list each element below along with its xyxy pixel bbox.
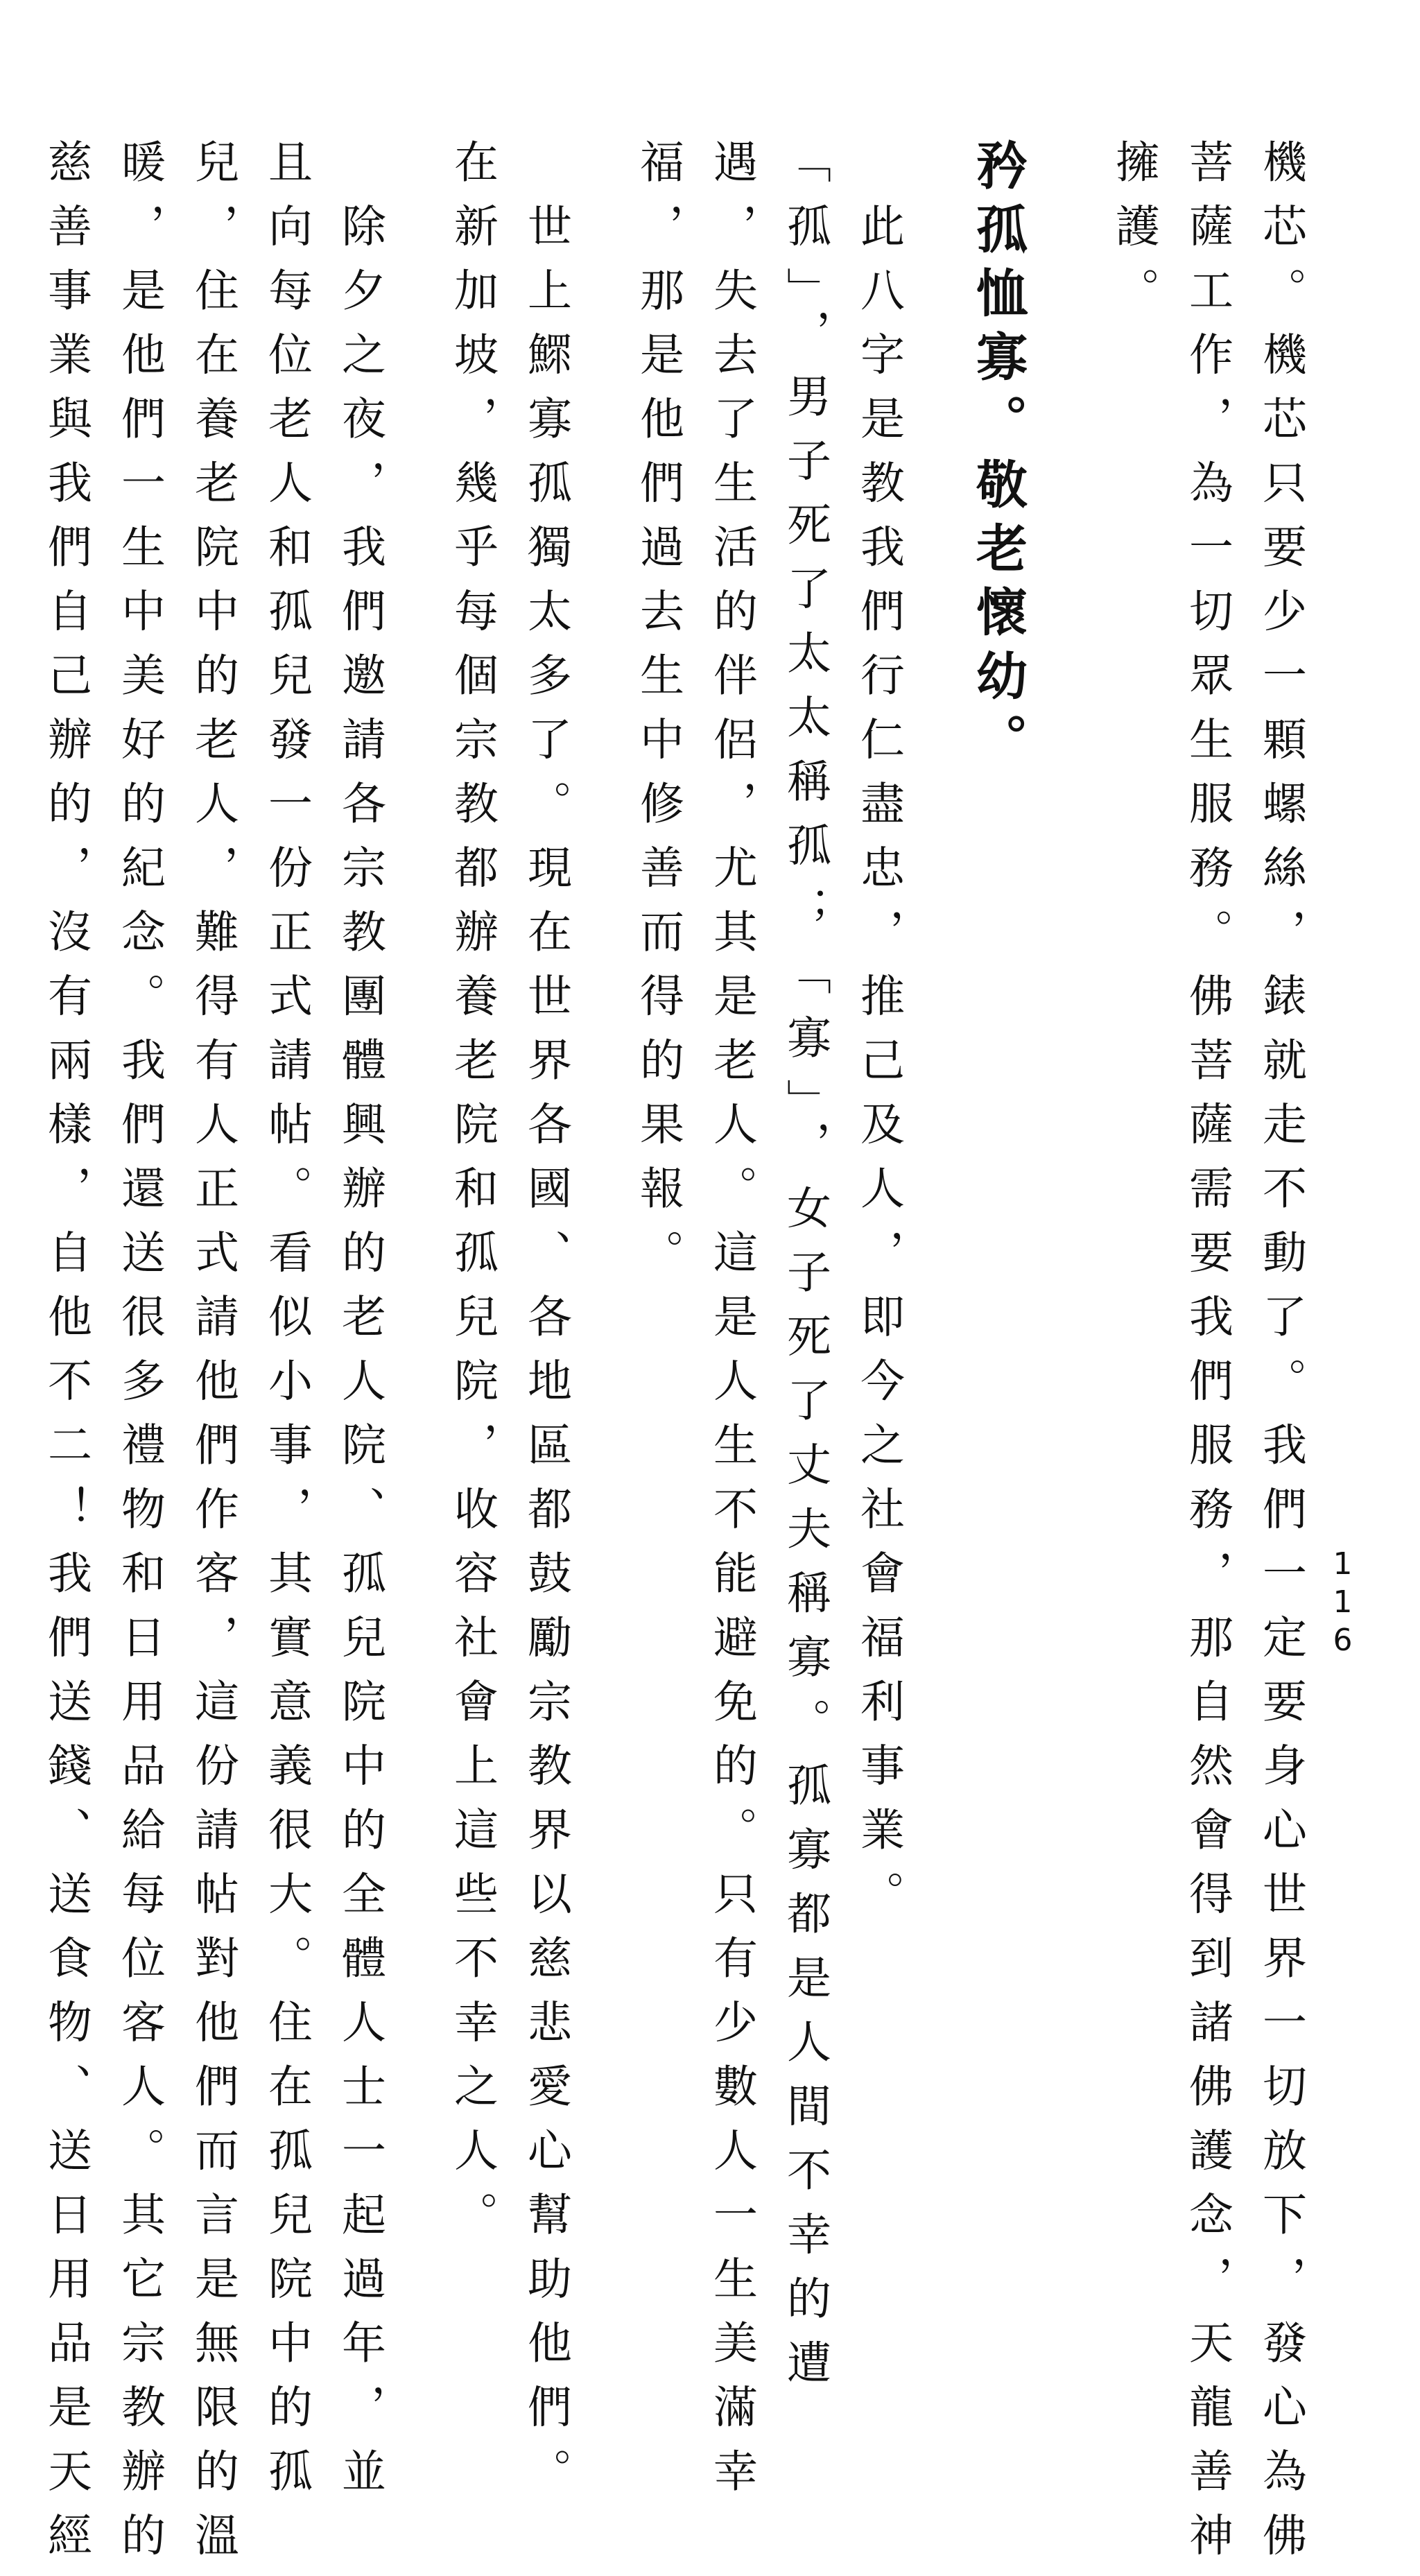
text-line: 遇，失去了生活的伴侶，尤其是老人。這是人生不能避免的。只有少數人一生美滿幸	[706, 139, 757, 2512]
body-text	[40, 139, 915, 2576]
page-number: 116	[1325, 1546, 1360, 1661]
text-line: 福，那是他們過去生中修善而得的果報。	[632, 139, 684, 1293]
paragraph-gap	[582, 139, 621, 1928]
section-heading: 矜孤恤寡。敬老懷幼。	[968, 139, 1028, 777]
text-line: 擁護。	[1108, 139, 1159, 331]
text-line: 除夕之夜，我們邀請各宗教團體興辦的老人院、孤兒院中的全體人士一起過年，並	[334, 139, 386, 2512]
text-line: 機芯。機芯只要少一顆螺絲，錶就走不動了。我們一定要身心世界一切放下，發心為佛	[1255, 139, 1306, 2576]
text-line: 且向每位老人和孤兒發一份正式請帖。看似小事，其實意義很大。住在孤兒院中的孤	[261, 139, 312, 2512]
paragraph-gap	[397, 139, 435, 1928]
text-line: 兒，住在養老院中的老人，難得有人正式請他們作客，這份請帖對他們而言是無限的溫	[187, 139, 239, 2576]
text-line: 在新加坡，幾乎每個宗教都辦養老院和孤兒院，收容社會上這些不幸之人。	[447, 139, 498, 2256]
text-line: 此八字是教我們行仁盡忠，推己及人，即今之社會福利事業。	[853, 139, 904, 1935]
continued-paragraph	[1089, 139, 1317, 2576]
text-line: 暖，是他們一生中美好的紀念。我們還送很多禮物和日用品給每位客人。其它宗教辦的	[114, 139, 165, 2576]
text-line: 菩薩工作，為一切眾生服務。佛菩薩需要我們服務，那自然會得到諸佛護念，天龍善神	[1181, 139, 1233, 2576]
text-line: 慈善事業與我們自己辦的，沒有兩樣，自他不二！我們送錢、送食物、送日用品是天經	[40, 139, 92, 2576]
text-line: 世上鰥寡孤獨太多了。現在世界各國、各地區都鼓勵宗教界以慈悲愛心幫助他們。	[520, 139, 571, 2512]
text-line: 「孤」，男子死了太太稱孤；「寡」，女子死了丈夫稱寡。孤寡都是人間不幸的遭	[779, 139, 831, 2403]
